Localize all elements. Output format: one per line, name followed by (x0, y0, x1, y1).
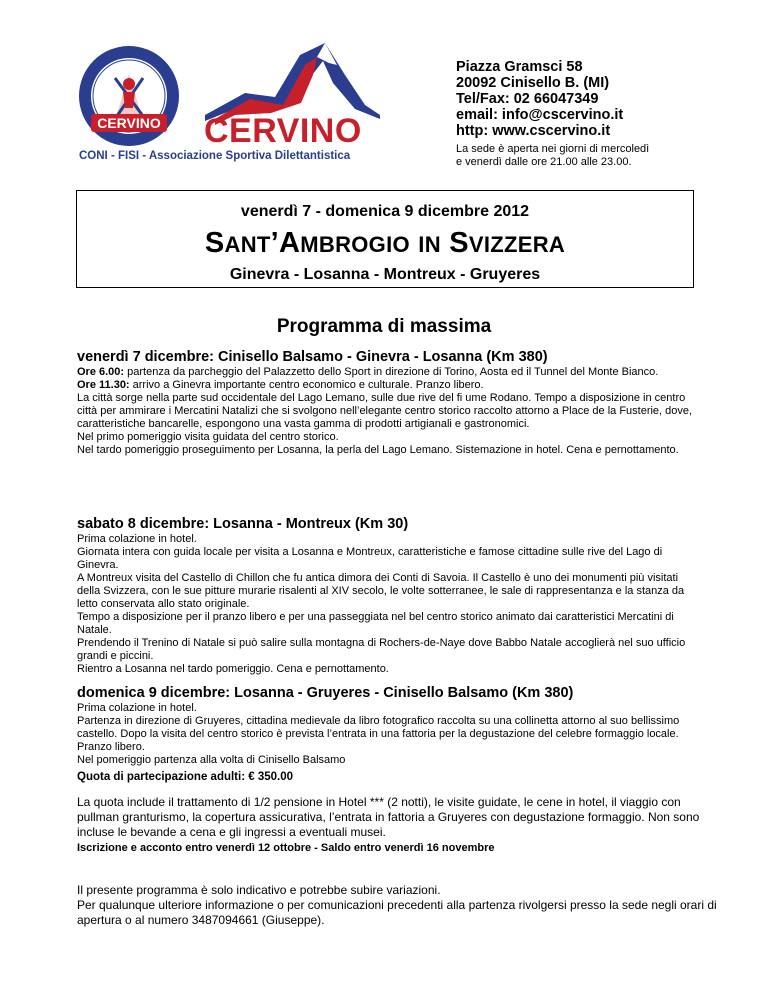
title-part: ’ (270, 227, 280, 259)
price-line: Quota di partecipazione adulti: € 350.00 (77, 771, 294, 783)
day-section-1 (77, 348, 697, 457)
day-paragraph (77, 379, 697, 392)
event-cities: Ginevra - Losanna - Montreux - Gruyeres (229, 266, 541, 283)
day-paragraph: Prendendo il Trenino di Natale si può salire sulla montagna di Rochers-de-Naye dove Babbo Natale accoglierà nel suo ufficio grandi e piccini. (77, 637, 686, 662)
address-website: http: www.cscervino.it (456, 123, 611, 139)
cervino-wordmark: CERVINO (204, 112, 362, 150)
footer-notes (77, 883, 727, 928)
address-block (456, 59, 649, 169)
title-part: S (449, 227, 469, 259)
program-title: Programma di massima (276, 316, 492, 337)
day-paragraph: Nel tardo pomeriggio proseguimento per Losanna, la perla del Lago Lemano. Sistemazione in hotel. Cena e pernottamento. (77, 444, 679, 456)
footer-line: Il presente programma è solo indicativo e potrebbe subire variazioni. (77, 883, 441, 897)
opening-hours-line1: La sede è aperta nei giorni di mercoledì (456, 143, 650, 155)
price-includes: La quota include il trattamento di 1/2 pensione in Hotel *** (2 notti), le visite guidate, le cene in hotel, il viaggio con pullman granturismo, la copertura assicurativa, l’entrata in fattoria a Gruyeres con degustazione formaggio. Non sono incluse le bevande a cena e gli ingressi a eventuali musei. (77, 795, 700, 839)
title-part: ANT (224, 232, 271, 257)
day-paragraph: Giornata intera con guida locale per visita a Losanna e Montreux, caratteristiche e famose cittadine sulle rive del Lago di Ginevra. (77, 546, 663, 571)
address-phone: Tel/Fax: 02 66047349 (456, 91, 599, 107)
day-paragraph: La città sorge nella parte sud occidentale del Lago Lemano, sulle due rive del fi ume Rodano. Tempo a disposizione in centro città per ammirare i Mercatini Natalizi che si svolgono nell’elegante centro storico raccolto attorno a Place de la Fusterie, dove, caratteristiche bancarelle, espongono una vasta gamma di prodotti artigianali e gastronomici. (77, 392, 693, 430)
day-section-3 (77, 684, 697, 767)
association-line: CONI - FISI - Associazione Sportiva Dilettantistica (79, 150, 351, 162)
event-dates: venerdì 7 - domenica 9 dicembre 2012 (240, 203, 530, 220)
opening-hours (456, 143, 649, 169)
day-paragraph: Nel primo pomeriggio visita guidata del centro storico. (77, 431, 339, 443)
day-paragraph: Nel pomeriggio partenza alla volta di Cinisello Balsamo (77, 754, 346, 766)
title-part: IN (418, 232, 441, 257)
event-title-box (76, 190, 694, 288)
time-label: Ore 11.30: (77, 379, 130, 391)
title-part: S (204, 227, 225, 259)
day-text: arrivo a Ginevra importante centro economico e culturale. Pranzo libero. (129, 379, 484, 391)
address-street: Piazza Gramsci 58 (456, 59, 583, 75)
day-heading: venerdì 7 dicembre: Cinisello Balsamo - Ginevra - Losanna (Km 380) (77, 349, 548, 365)
registration-deadline: Iscrizione e acconto entro venerdì 12 ottobre - Saldo entro venerdì 16 novembre (77, 842, 495, 854)
event-title (77, 227, 693, 260)
day-heading: domenica 9 dicembre: Losanna - Gruyeres - Cinisello Balsamo (Km 380) (77, 685, 574, 701)
opening-hours-line2: e venerdì dalle ore 21.00 alle 23.00. (456, 156, 632, 168)
time-label: Ore 6.00: (77, 366, 125, 378)
day-paragraph: Partenza in direzione di Gruyeres, cittadina medievale da libro fotografico raccolta su una collinetta attorno al suo bellissimo castello. Dopo la visita del centro storico è prevista l’entrata in una fattoria per la degustazione del celebre formaggio locale. Pranzo libero. (77, 715, 680, 753)
address-city: 20092 Cinisello B. (MI) (456, 75, 610, 91)
club-circle-logo (77, 44, 181, 148)
title-part: A (279, 227, 301, 259)
title-part: VIZZERA (468, 232, 566, 257)
day-paragraph: Prima colazione in hotel. (77, 533, 197, 545)
day-section-2 (77, 515, 697, 676)
address-email: email: info@cscervino.it (456, 107, 624, 123)
day-paragraph: Prima colazione in hotel. (77, 702, 197, 714)
day-paragraph: Rientro a Losanna nel tardo pomeriggio. Cena e pernottamento. (77, 663, 389, 675)
day-paragraph: Tempo a disposizione per il pranzo libero e per una passeggiata nel bel centro storico animato dai caratteristici Mercatini di Natale. (77, 611, 674, 636)
title-part: MBROGIO (300, 232, 410, 257)
day-paragraph: A Montreux visita del Castello di Chillon che fu antica dimora dei Conti di Savoia. Il Castello è uno dei monumenti più visitati della Svizzera, con le sue pitture murarie risalenti al XIV secolo, le volte sotterranee, le sale di rappresentanza e la stanza da letto conservata allo stato originale. (77, 572, 685, 610)
footer-line: Per qualunque ulteriore informazione o per comunicazioni precedenti alla partenza rivolgersi presso la sede negli orari di apertura o al numero 3487094661 (Giuseppe). (77, 898, 717, 927)
day-paragraph (77, 366, 697, 379)
day-text: partenza da parcheggio del Palazzetto dello Sport in direzione di Torino, Aosta ed il Tunnel del Monte Bianco. (124, 366, 659, 378)
logo-circle-badge: CERVINO (97, 115, 161, 131)
day-heading: sabato 8 dicembre: Losanna - Montreux (Km 30) (77, 516, 409, 532)
